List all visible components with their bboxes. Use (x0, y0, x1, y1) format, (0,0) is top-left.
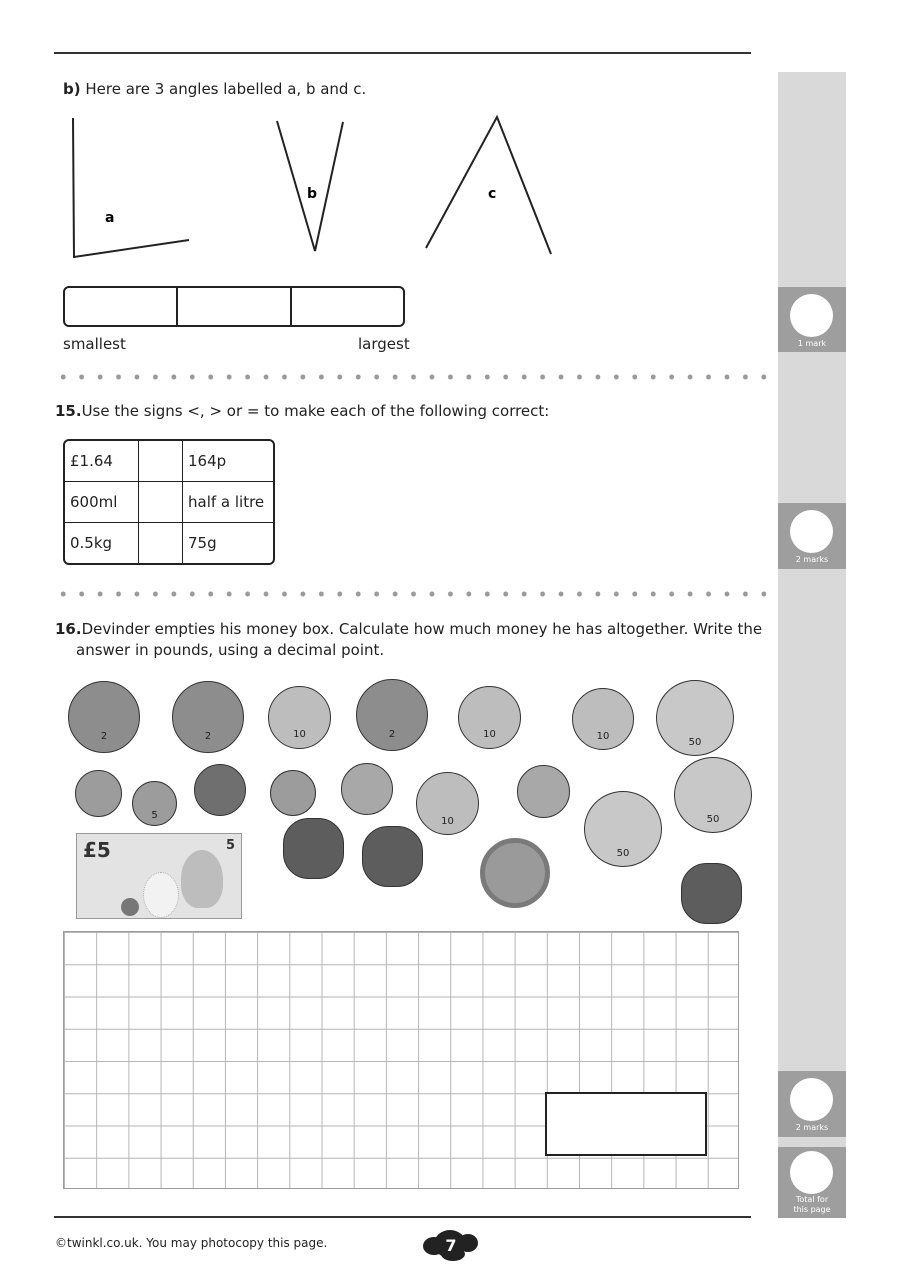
q14b-text: Here are 3 angles labelled a, b and c. (85, 80, 367, 98)
page-number-cloud (420, 1226, 482, 1266)
q16-line2: answer in pounds, using a decimal point. (76, 641, 385, 659)
section-divider (54, 373, 774, 381)
coin-10p: 10 (416, 772, 479, 835)
mark-label: 2 marks (795, 1123, 829, 1132)
q14b-label: b) (63, 80, 81, 98)
coin-10p: 10 (458, 686, 521, 749)
marks-sidebar (778, 72, 846, 1218)
coin-2-pound (480, 838, 550, 908)
right-value: 164p (183, 441, 273, 482)
answer-box[interactable] (545, 1092, 707, 1156)
mark-circle[interactable] (790, 1078, 833, 1121)
mark-box-2 (778, 503, 846, 569)
order-box-3[interactable] (292, 288, 403, 325)
angle-b-label: b (307, 186, 318, 202)
note-value: £5 (83, 838, 111, 862)
sign-box[interactable] (139, 441, 183, 482)
table-row (65, 523, 273, 563)
mark-circle[interactable] (790, 294, 833, 337)
table-row (65, 482, 273, 523)
note-emblem (121, 898, 139, 916)
signs-table (63, 439, 275, 565)
coin-1-pound (283, 818, 344, 879)
mark-label: 2 marks (795, 555, 829, 564)
largest-label: largest (358, 335, 410, 353)
left-value: £1.64 (65, 441, 139, 482)
mark-box-3 (778, 1071, 846, 1137)
total-circle[interactable] (790, 1151, 833, 1194)
mark-label: 1 mark (797, 339, 827, 348)
coin-10p: 10 (572, 688, 634, 750)
coin-2p: 2 (68, 681, 140, 753)
coin-2p: 2 (172, 681, 244, 753)
coin-1p (194, 764, 246, 816)
smallest-label: smallest (63, 335, 126, 353)
coin-50p: 50 (584, 791, 662, 867)
sign-box[interactable] (139, 482, 183, 523)
order-answer-boxes (63, 286, 405, 327)
five-pound-note (76, 833, 242, 919)
order-box-1[interactable] (65, 288, 178, 325)
q16-number: 16. (55, 620, 82, 638)
table-row (65, 441, 273, 482)
q16-line1: Devinder empties his money box. Calculate how much money he has altogether. Write the (81, 620, 763, 638)
right-value: 75g (188, 534, 217, 552)
coin-20p (517, 765, 570, 818)
page-number: 7 (445, 1236, 457, 1255)
right-value: half a litre (183, 482, 273, 523)
q15-number: 15. (55, 402, 82, 420)
angle-a-lines (73, 118, 189, 257)
coin-20p (341, 763, 393, 815)
coin-5p (270, 770, 316, 816)
coin-1-pound (681, 863, 742, 924)
queen-portrait (181, 850, 223, 908)
coin-50p: 50 (656, 680, 734, 756)
angle-a-label: a (105, 210, 115, 226)
mark-box-1 (778, 287, 846, 352)
total-label: Total for this page (793, 1195, 831, 1214)
coin-2p: 2 (356, 679, 428, 751)
total-box (778, 1147, 846, 1218)
q15-text: Use the signs <, > or = to make each of the following correct: (81, 402, 550, 420)
coin-10p: 10 (268, 686, 331, 749)
left-value: 0.5kg (65, 523, 139, 563)
copyright: ©twinkl.co.uk. You may photocopy this page. (55, 1236, 328, 1250)
q16-prompt (55, 619, 762, 661)
mark-circle[interactable] (790, 510, 833, 553)
coin-50p: 50 (674, 757, 752, 833)
angle-c-label: c (488, 186, 497, 202)
coin-1-pound (362, 826, 423, 887)
order-box-2[interactable] (178, 288, 291, 325)
left-value: 600ml (65, 482, 139, 523)
angles-figure (0, 0, 600, 270)
sign-box[interactable] (139, 523, 183, 563)
coin-5p (75, 770, 122, 817)
section-divider (54, 590, 774, 598)
q15-prompt (55, 401, 549, 422)
bottom-rule (54, 1216, 751, 1218)
coin-5p: 5 (132, 781, 177, 826)
note-value-corner: 5 (225, 838, 235, 853)
note-watermark (143, 872, 179, 918)
